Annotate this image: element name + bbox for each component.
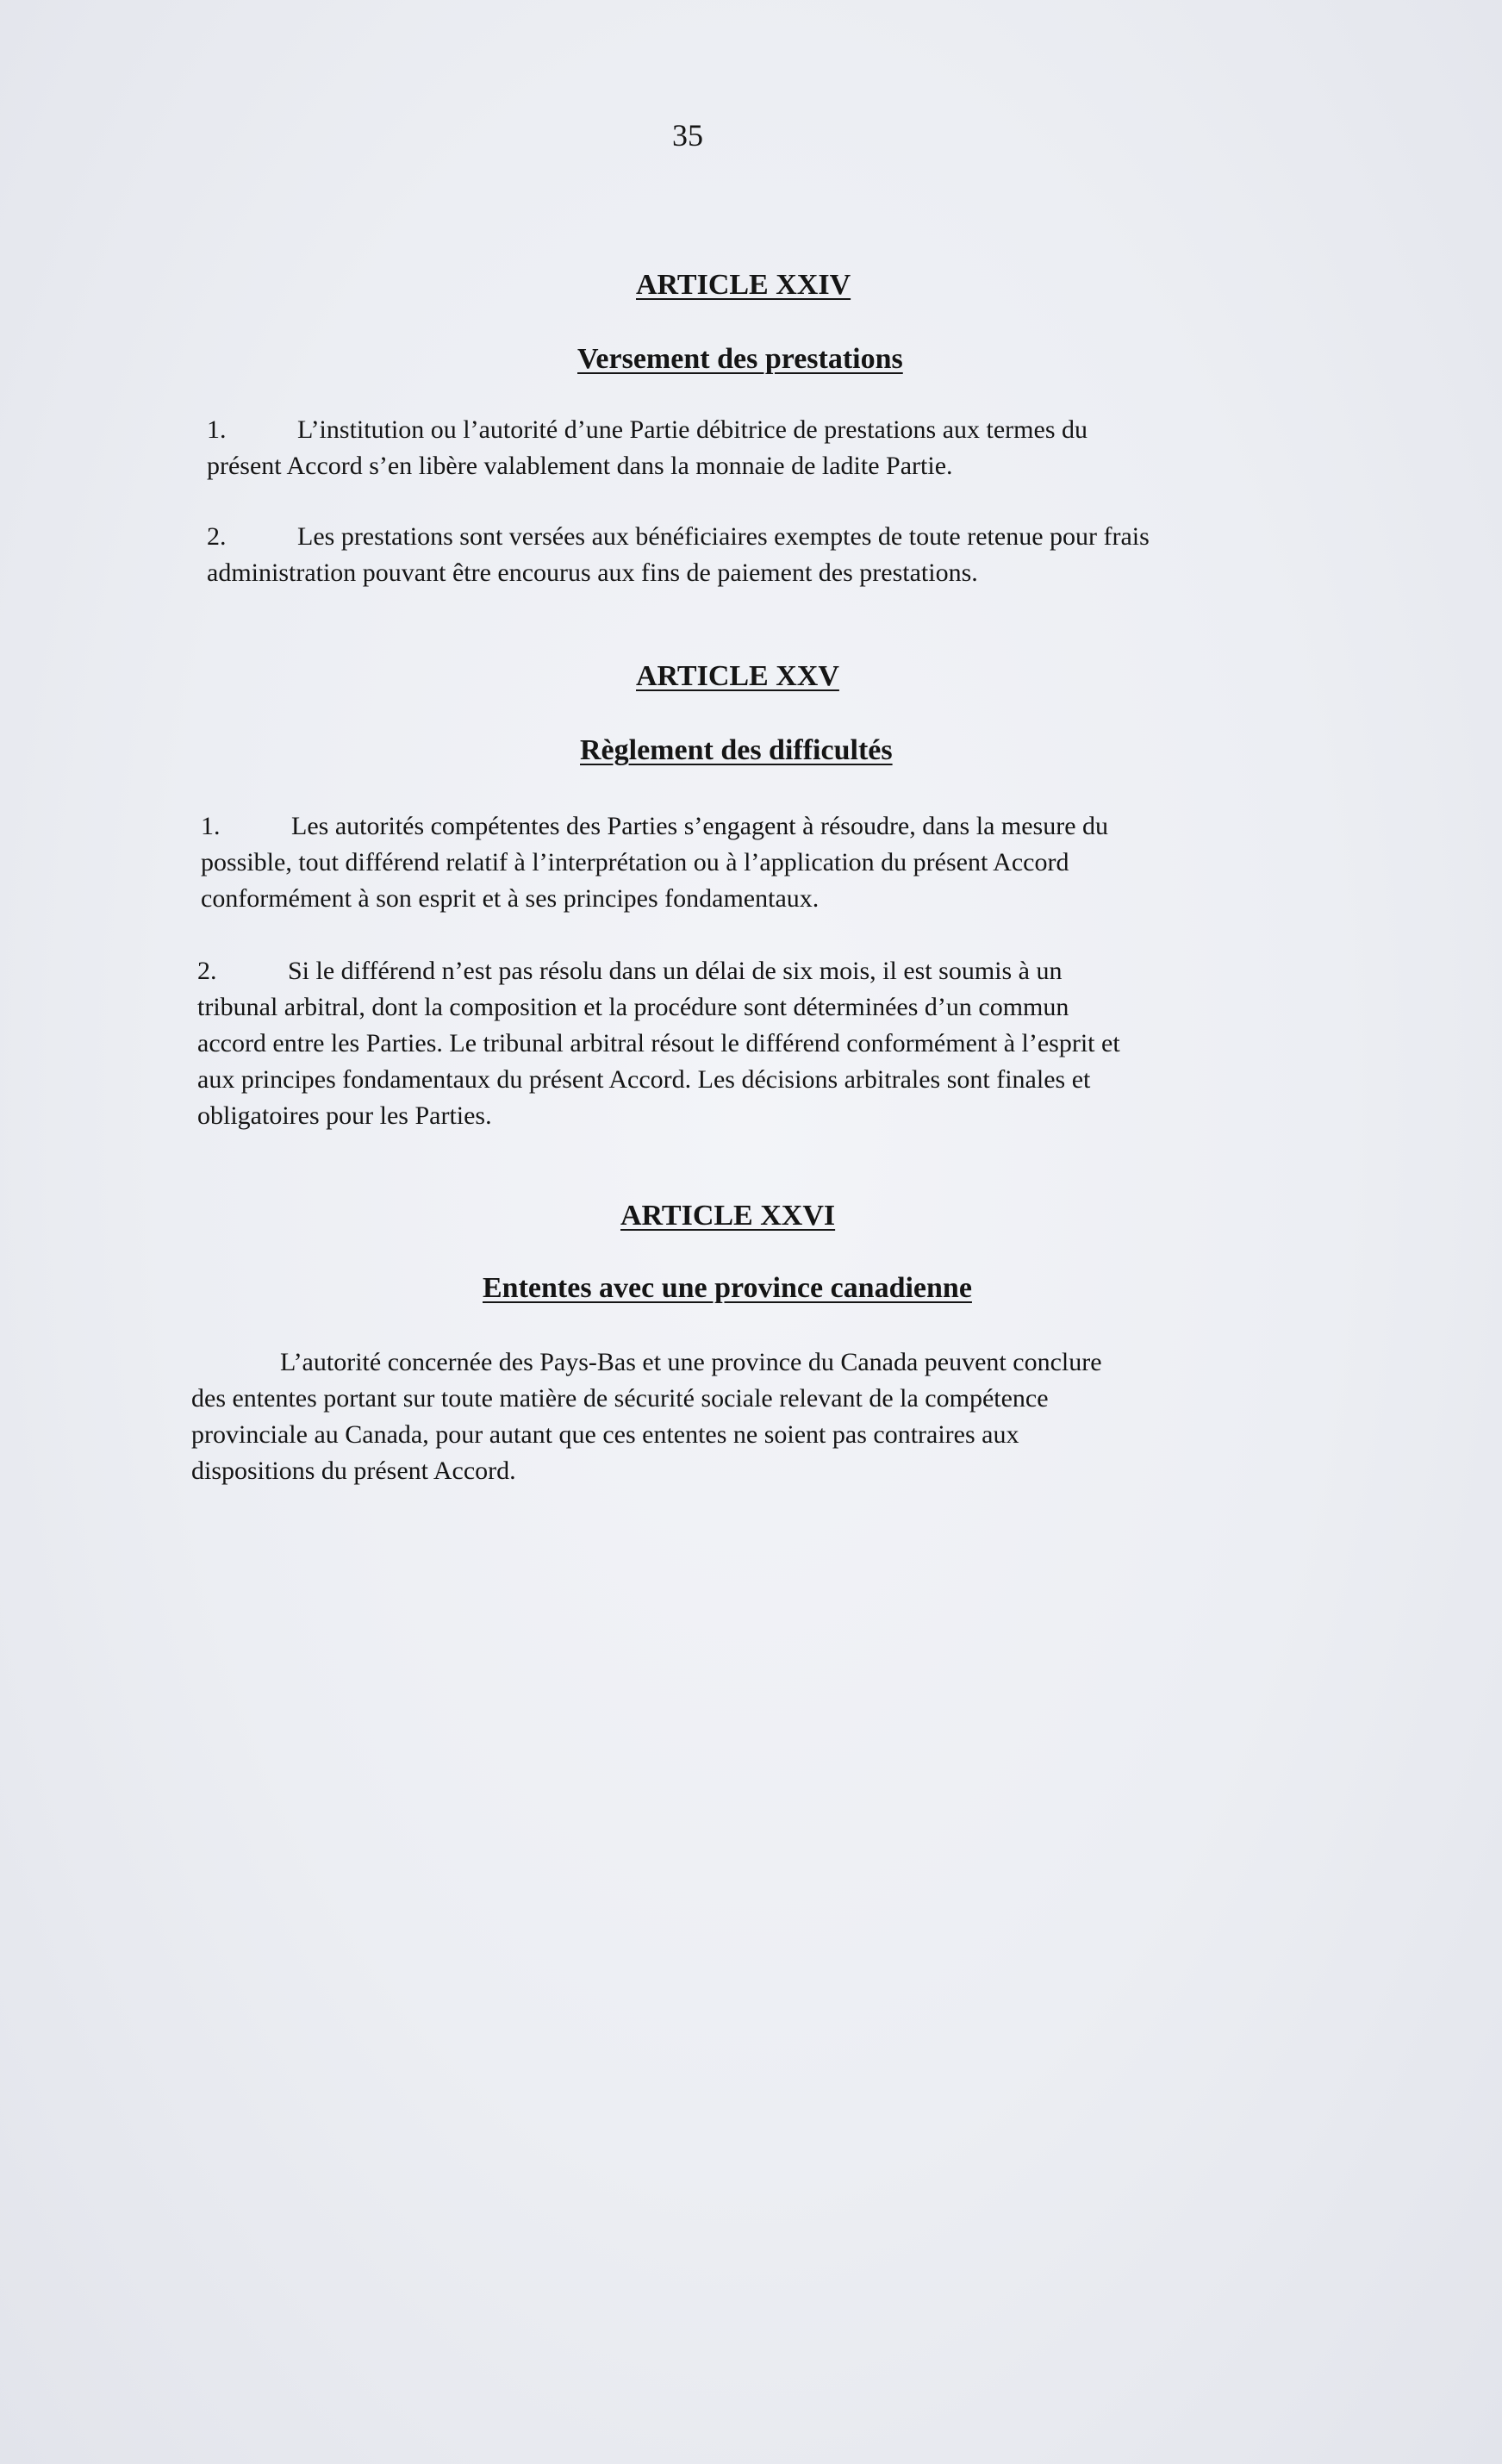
paragraph-number: 2. bbox=[207, 522, 227, 551]
article-25-paragraph-2 bbox=[197, 953, 1120, 1134]
paragraph-line: possible, tout différend relatif à l’interprétation ou à l’application du présent Accord bbox=[201, 848, 1069, 876]
article-26-subheading: Ententes avec une province canadienne bbox=[483, 1272, 972, 1304]
paragraph-number: 2. bbox=[197, 957, 217, 985]
article-25-paragraph-1 bbox=[201, 808, 1108, 917]
article-24-paragraph-2 bbox=[207, 519, 1150, 591]
paragraph-line: L’institution ou l’autorité d’une Partie débitrice de prestations aux termes du bbox=[297, 415, 1088, 444]
paragraph-line: Si le différend n’est pas résolu dans un délai de six mois, il est soumis à un bbox=[288, 957, 1063, 985]
paragraph-line: conformément à son esprit et à ses principes fondamentaux. bbox=[201, 884, 820, 913]
paragraph-line: accord entre les Parties. Le tribunal arbitral résout le différend conformément à l’esprit et bbox=[197, 1029, 1120, 1057]
paragraph-line: aux principes fondamentaux du présent Accord. Les décisions arbitrales sont finales et bbox=[197, 1065, 1091, 1094]
article-25-subheading: Règlement des difficultés bbox=[580, 734, 893, 766]
paragraph-line: tribunal arbitral, dont la composition et la procédure sont déterminées d’un commun bbox=[197, 993, 1069, 1021]
paragraph-line: dispositions du présent Accord. bbox=[191, 1457, 516, 1485]
article-24-paragraph-1 bbox=[207, 412, 1088, 484]
article-26-paragraph bbox=[191, 1344, 1102, 1489]
paragraph-line: L’autorité concernée des Pays-Bas et une province du Canada peuvent conclure bbox=[280, 1348, 1102, 1376]
page-number: 35 bbox=[672, 118, 703, 153]
paragraph-line: obligatoires pour les Parties. bbox=[197, 1101, 492, 1130]
article-24-subheading: Versement des prestations bbox=[577, 343, 903, 375]
article-24-heading: ARTICLE XXIV bbox=[636, 269, 851, 301]
paragraph-number: 1. bbox=[207, 415, 227, 444]
paragraph-line: Les autorités compétentes des Parties s’engagent à résoudre, dans la mesure du bbox=[291, 812, 1109, 840]
paragraph-line: Les prestations sont versées aux bénéficiaires exemptes de toute retenue pour frais bbox=[297, 522, 1150, 551]
paragraph-number: 1. bbox=[201, 812, 221, 840]
paragraph-line: des ententes portant sur toute matière de sécurité sociale relevant de la compétence bbox=[191, 1384, 1049, 1413]
article-25-heading: ARTICLE XXV bbox=[636, 660, 839, 692]
paragraph-line: administration pouvant être encourus aux fins de paiement des prestations. bbox=[207, 558, 978, 587]
paragraph-line: provinciale au Canada, pour autant que ces ententes ne soient pas contraires aux bbox=[191, 1420, 1019, 1449]
article-26-heading: ARTICLE XXVI bbox=[620, 1200, 836, 1232]
paragraph-line: présent Accord s’en libère valablement dans la monnaie de ladite Partie. bbox=[207, 452, 953, 480]
